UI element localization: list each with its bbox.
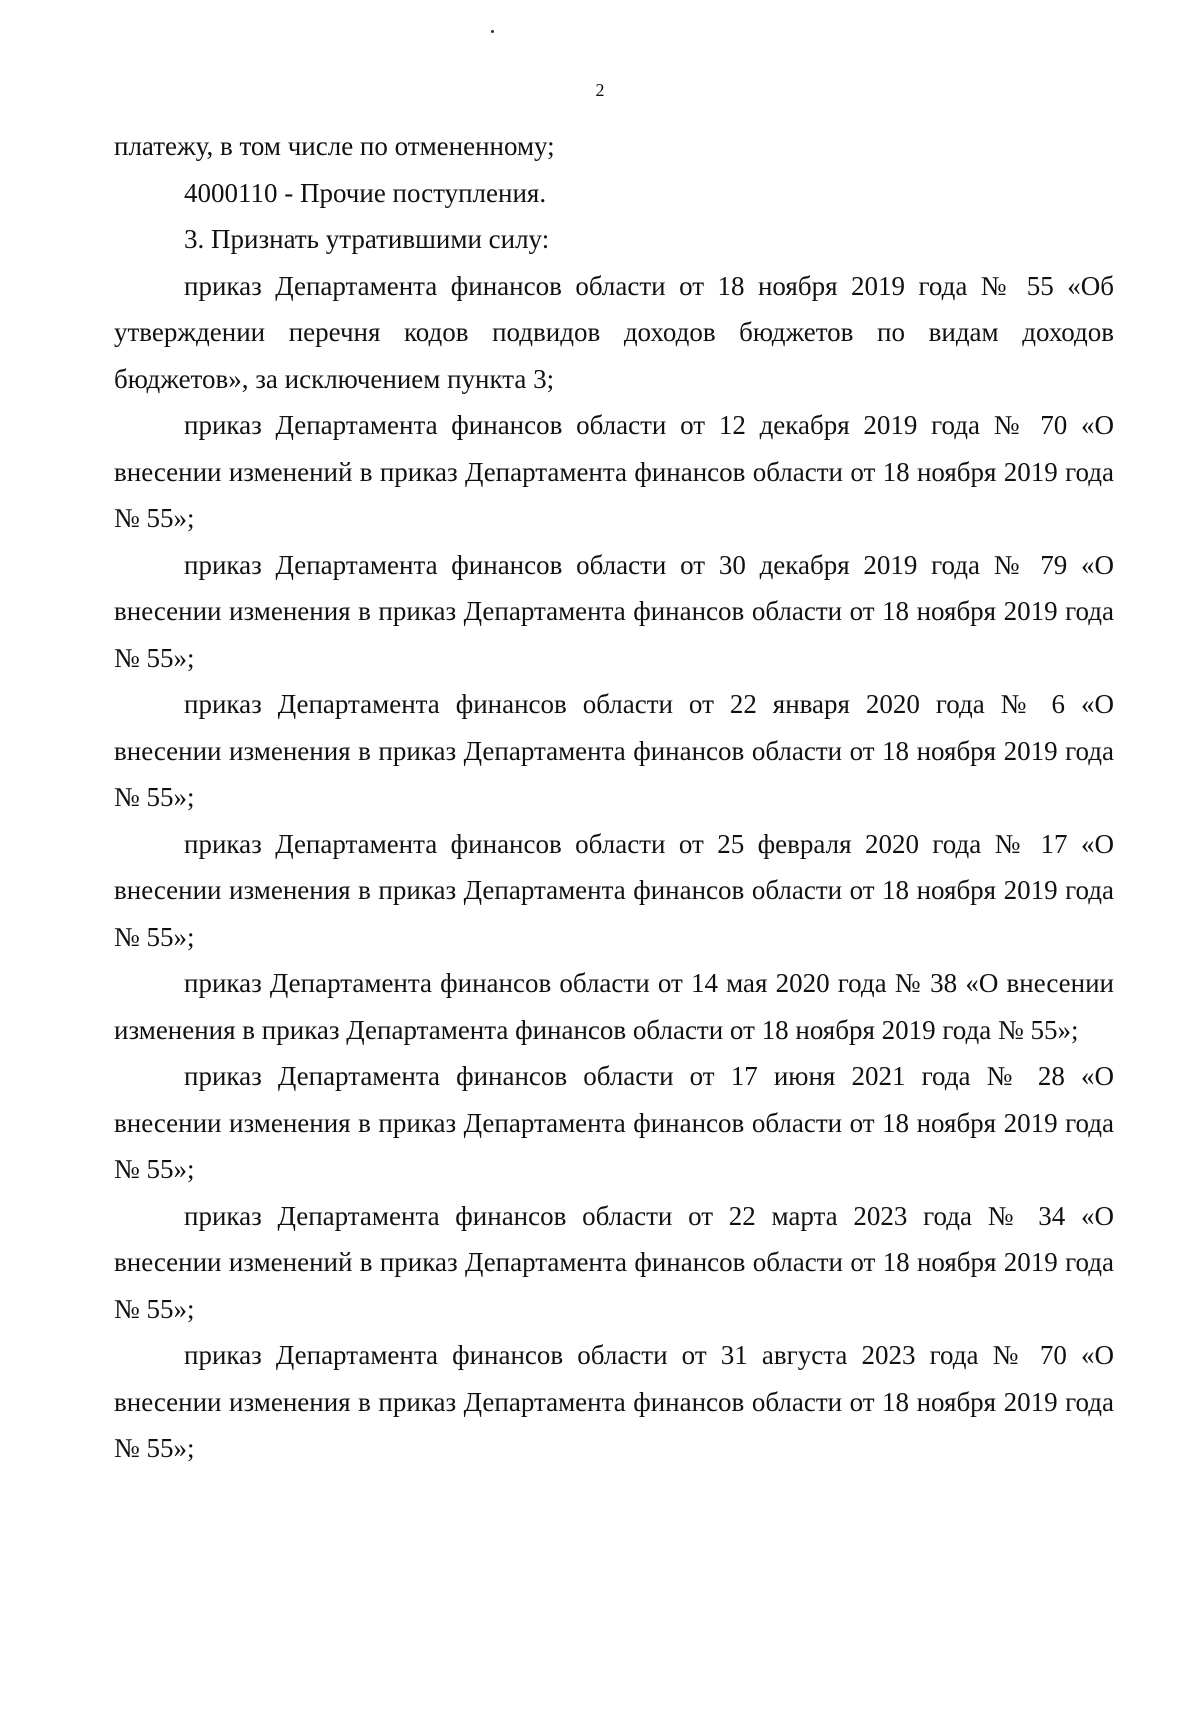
order-item: приказ Департамента финансов области от 31 августа 2023 года № 70 «О внесении изменения в приказ Департамента финансов области от 18 ноября 2019 года № 55»; <box>114 1340 1114 1463</box>
paragraph-section-3: 3. Признать утратившими силу: <box>184 224 550 254</box>
paragraph-code-item: 4000110 - Прочие поступления. <box>184 177 547 208</box>
order-item: приказ Департамента финансов области от 22 марта 2023 года № 34 «О внесении изменений в приказ Департамента финансов области от 18 ноября 2019 года № 55»; <box>114 1200 1114 1324</box>
paragraph-continuation: платежу, в том числе по отмененному; <box>114 131 555 161</box>
order-item: приказ Департамента финансов области от 22 января 2020 года № 6 «О внесении изменения в приказ Департамента финансов области от 18 ноября 2019 года № 55»; <box>114 689 1114 812</box>
order-item: приказ Департамента финансов области от 18 ноября 2019 года № 55 «Об утверждении перечня кодов подвидов доходов бюджетов по видам доходов бюджетов», за исключением пункта 3; <box>114 270 1114 394</box>
order-item: приказ Департамента финансов области от 17 июня 2021 года № 28 «О внесении изменения в приказ Департамента финансов области от 18 ноября 2019 года № 55»; <box>114 1061 1114 1184</box>
order-item: приказ Департамента финансов области от 12 декабря 2019 года № 70 «О внесении изменений в приказ Департамента финансов области от 18 ноября 2019 года № 55»; <box>114 410 1114 533</box>
document-body <box>114 123 1114 1472</box>
scan-speck <box>491 30 494 33</box>
order-item: приказ Департамента финансов области от 25 февраля 2020 года № 17 «О внесении изменения в приказ Департамента финансов области от 18 ноября 2019 года № 55»; <box>114 828 1114 952</box>
order-item: приказ Департамента финансов области от 30 декабря 2019 года № 79 «О внесении изменения в приказ Департамента финансов области от 18 ноября 2019 года № 55»; <box>114 549 1114 673</box>
order-item: приказ Департамента финансов области от 14 мая 2020 года № 38 «О внесении изменения в приказ Департамента финансов области от 18 ноября 2019 года № 55»; <box>114 968 1114 1045</box>
page-number: 2 <box>595 80 605 100</box>
